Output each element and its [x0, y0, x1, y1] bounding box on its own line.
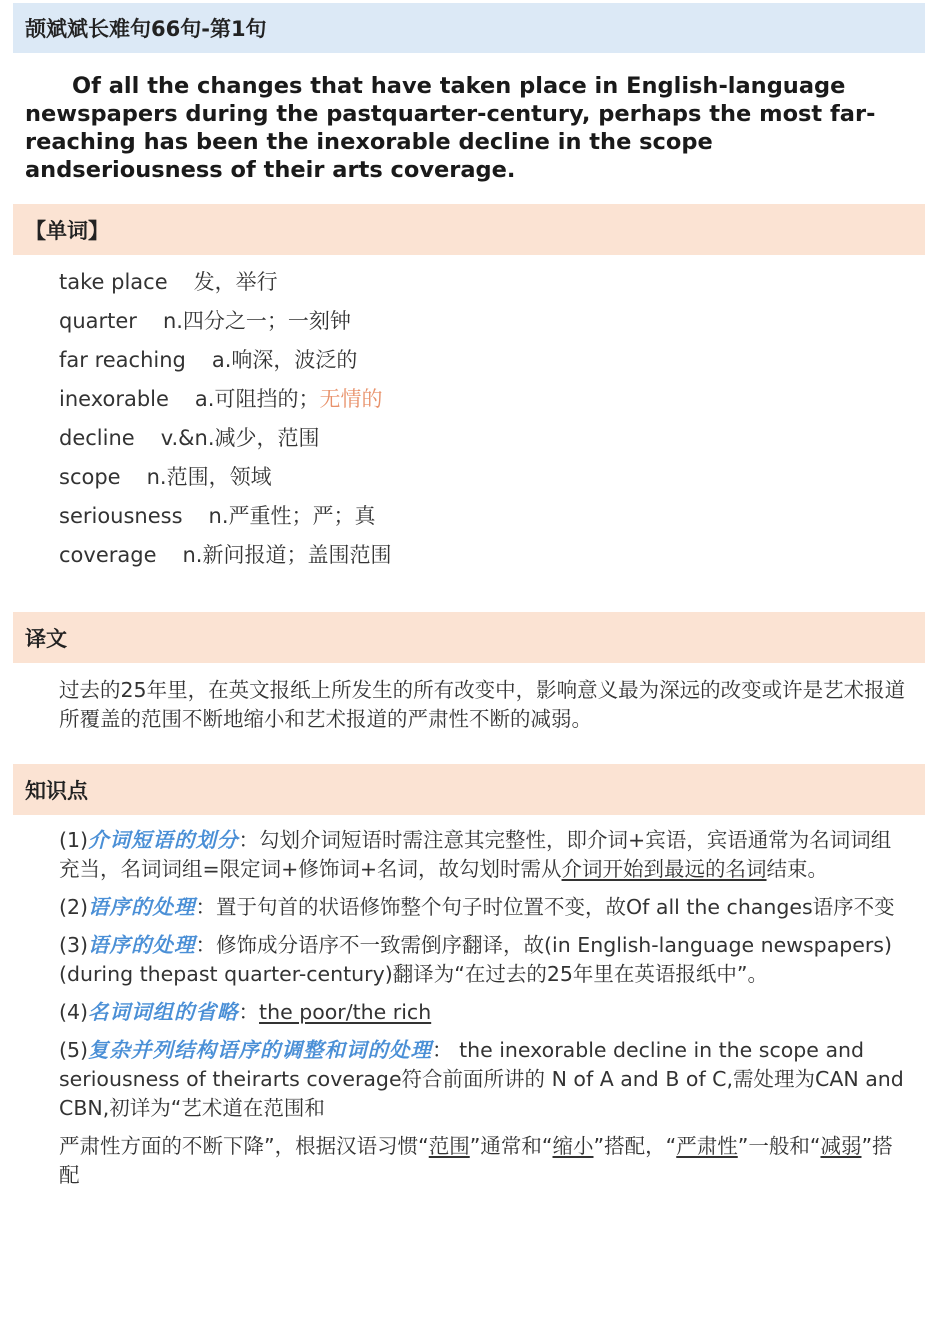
vocab-term: far reaching: [59, 348, 186, 372]
point-number: (5): [59, 1038, 89, 1062]
translation-section-title: 译文: [13, 612, 925, 663]
knowledge-points: [59, 826, 911, 1199]
point-number: (3): [59, 933, 89, 957]
knowledge-point-5-continued: [59, 1132, 911, 1190]
point-underlined: 严肃性: [676, 1134, 738, 1158]
page-title: 颉斌斌长难句66句-第1句: [13, 3, 925, 53]
point-number: (2): [59, 895, 89, 919]
knowledge-point-2: [59, 893, 911, 922]
point-number: (1): [59, 828, 89, 852]
point-underlined: 减弱: [820, 1134, 862, 1158]
point-underlined: 范围: [428, 1134, 470, 1158]
point-text: 严肃性方面的不断下降”，根据汉语习惯“: [59, 1134, 429, 1158]
knowledge-point-4: [59, 998, 911, 1027]
vocab-term: coverage: [59, 543, 157, 567]
vocab-item: [59, 458, 391, 497]
vocab-meaning: n.四分之一；一刻钟: [162, 309, 351, 333]
point-text: ：修饰成分语序不一致需倒序翻译，故(in English-language newspapers)(during thepast quarter-century)翻译为“在过去的25年里在英语报纸中”。: [59, 933, 892, 986]
point-text: ”搭配: [59, 1134, 893, 1187]
vocab-meaning-highlight: 无情的: [319, 387, 383, 411]
vocab-section-title: 【单词】: [13, 204, 925, 255]
vocab-meaning: 发，举行: [193, 270, 278, 294]
point-underlined: the poor/the rich: [259, 1000, 432, 1024]
vocab-meaning: n.范围，领域: [146, 465, 272, 489]
point-text: ”搭配，“: [593, 1134, 677, 1158]
vocab-term: inexorable: [59, 387, 169, 411]
point-text: ：置于句首的状语修饰整个句子时位置不变，故Of all the changes语序不变: [195, 895, 895, 919]
knowledge-point-1: [59, 826, 911, 884]
vocab-term: decline: [59, 426, 135, 450]
vocab-term: seriousness: [59, 504, 183, 528]
vocab-item: [59, 536, 391, 575]
vocab-item: [59, 302, 391, 341]
point-underlined: 介词开始到最远的名词: [561, 857, 767, 881]
vocab-list: [59, 263, 391, 575]
vocab-meaning: n.新问报道；盖围范围: [182, 543, 392, 567]
knowledge-point-5: [59, 1036, 911, 1123]
translation-text: 过去的25年里，在英文报纸上所发生的所有改变中，影响意义最为深远的改变或许是艺术报道所覆盖的范围不断地缩小和艺术报道的严肃性不断的减弱。: [59, 678, 906, 731]
vocab-item: [59, 497, 391, 536]
vocab-meaning: n.严重性；严；真: [208, 504, 376, 528]
point-keyword: 介词短语的划分: [88, 828, 239, 852]
english-sentence: Of all the changes that have taken place in English-language newspapers during the pastquarter-century, perhaps the most far-reaching has been the inexorable decline in the scope andseriousness of their arts coverage.: [25, 73, 876, 183]
point-text: ： the inexorable decline in the scope and seriousness of theirarts coverage符合前面所讲的 N of A and B of C,需处理为CAN and CBN,初详为“艺术道在范围和: [59, 1038, 904, 1120]
point-text: ：勾划介词短语时需注意其完整性，即介词+宾语，宾语通常为名词词组充当，名词词组=限定词+修饰词+名词，故勾划时需从: [59, 828, 892, 881]
point-number: (4): [59, 1000, 89, 1024]
vocab-item: [59, 263, 391, 302]
point-keyword: 复杂并列结构语序的调整和词的处理: [88, 1038, 433, 1062]
vocab-item: [59, 341, 391, 380]
knowledge-section-title: 知识点: [13, 764, 925, 815]
vocab-item: [59, 380, 391, 419]
vocab-meaning: a.响深，波泛的: [211, 348, 358, 372]
vocab-term: take place: [59, 270, 168, 294]
point-text: ：: [238, 1000, 260, 1024]
point-underlined: 缩小: [552, 1134, 594, 1158]
point-tail: 结束。: [766, 857, 829, 881]
knowledge-point-3: [59, 931, 911, 989]
point-text: ”通常和“: [469, 1134, 553, 1158]
vocab-term: scope: [59, 465, 121, 489]
point-keyword: 语序的处理: [88, 933, 196, 957]
point-keyword: 名词词组的省略: [88, 1000, 239, 1024]
point-text: ”一般和“: [737, 1134, 821, 1158]
vocab-item: [59, 419, 391, 458]
vocab-meaning: a.可阻挡的；: [194, 387, 320, 411]
vocab-meaning: v.&n.减少，范围: [160, 426, 320, 450]
vocab-term: quarter: [59, 309, 137, 333]
point-keyword: 语序的处理: [88, 895, 196, 919]
